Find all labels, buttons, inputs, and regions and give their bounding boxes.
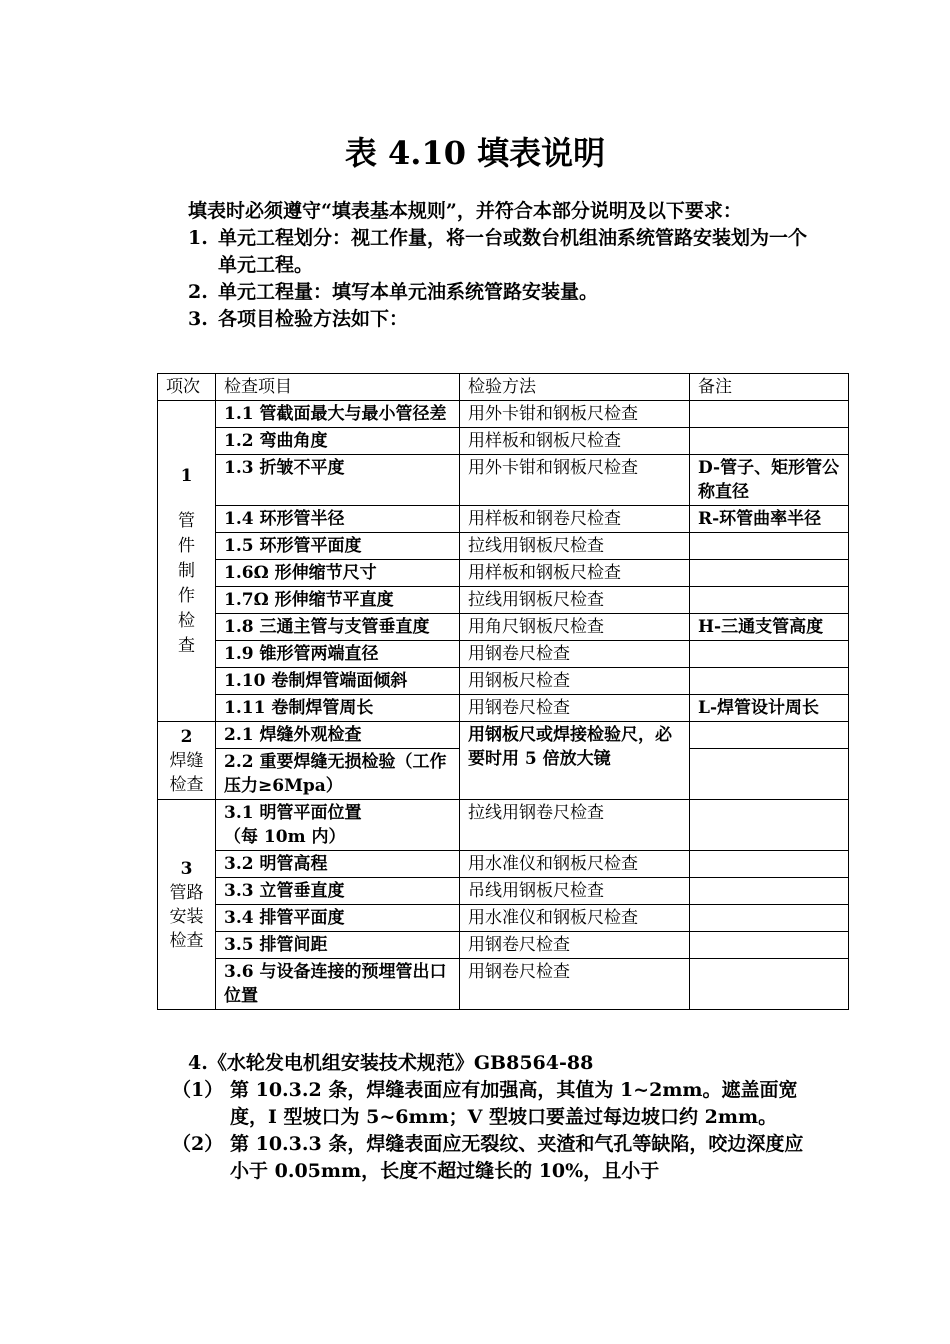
table-row (158, 800, 849, 851)
table-row (158, 428, 849, 455)
clause-text: 第 10.3.3 条，焊缝表面应无裂纹、夹渣和气孔等缺陷，咬边深度应小于 0.05mm，长度不超过缝长的 10%，且小于 (230, 1133, 804, 1182)
item-text: 单元工程划分：视工作量，将一台或数台机组油系统管路安装划为一个单元工程。 (218, 227, 808, 276)
item-cell: 2.2 重要焊缝无损检验（工作压力≥6Mpa） (216, 749, 460, 800)
table-row (158, 905, 849, 932)
item-subtext: （每 10m 内） (224, 827, 346, 847)
item-cell: 3.5 排管间距 (216, 932, 460, 959)
header-cell: 项次 (158, 374, 216, 401)
table-row (158, 614, 849, 641)
note-cell (690, 749, 849, 800)
item-cell: 1.10 卷制焊管端面倾斜 (216, 668, 460, 695)
intro-item (188, 306, 810, 333)
category-label: 焊缝检查 (169, 750, 204, 795)
category-label: 管路安装检查 (169, 882, 204, 951)
item-number: 1. (188, 227, 208, 249)
note-cell (690, 932, 849, 959)
item-cell: 3.6 与设备连接的预埋管出口位置 (216, 959, 460, 1010)
table-row (158, 533, 849, 560)
section-heading: 4.《水轮发电机组安装技术规范》GB8564-88 (188, 1052, 594, 1074)
category-number: 2 (180, 726, 193, 747)
method-cell: 用水准仪和钢板尺检查 (460, 851, 690, 878)
note-cell (690, 560, 849, 587)
note-cell: D-管子、矩形管公称直径 (690, 455, 849, 506)
clause-item (172, 1077, 810, 1131)
method-cell: 用钢卷尺检查 (460, 959, 690, 1010)
table-row (158, 560, 849, 587)
item-cell (216, 800, 460, 851)
item-cell: 1.8 三通主管与支管垂直度 (216, 614, 460, 641)
item-cell: 1.3 折皱不平度 (216, 455, 460, 506)
table-row (158, 401, 849, 428)
inspection-table (157, 373, 849, 1010)
method-cell: 用钢板尺或焊接检验尺，必要时用 5 倍放大镜 (460, 722, 690, 800)
note-cell (690, 800, 849, 851)
item-number: 2. (188, 281, 208, 303)
note-cell (690, 878, 849, 905)
method-cell: 用样板和钢板尺检查 (460, 428, 690, 455)
method-cell: 用水准仪和钢板尺检查 (460, 905, 690, 932)
table-row (158, 641, 849, 668)
category-number: 1 (180, 465, 193, 486)
table-row (158, 722, 849, 749)
method-cell: 拉线用钢板尺检查 (460, 587, 690, 614)
note-cell: R-环管曲率半径 (690, 506, 849, 533)
method-cell: 用角尺钢板尺检查 (460, 614, 690, 641)
note-cell (690, 851, 849, 878)
method-cell: 用钢板尺检查 (460, 668, 690, 695)
item-cell: 1.9 锥形管两端直径 (216, 641, 460, 668)
method-cell: 用钢卷尺检查 (460, 695, 690, 722)
clause-text: 第 10.3.2 条，焊缝表面应有加强高，其值为 1~2mm。遮盖面宽度，I 型坡口为 5~6mm；V 型坡口要盖过每边坡口约 2mm。 (230, 1079, 798, 1128)
category-cell (158, 722, 216, 800)
category-label: 管件制作检查 (178, 510, 195, 656)
method-cell: 用外卡钳和钢板尺检查 (460, 455, 690, 506)
header-cell: 备注 (690, 374, 849, 401)
note-cell (690, 533, 849, 560)
gb-standard-section (172, 1050, 810, 1185)
method-cell: 用样板和钢板尺检查 (460, 560, 690, 587)
clause-number: （1） (172, 1079, 224, 1101)
item-text: 3.1 明管平面位置 (224, 803, 362, 823)
item-cell: 2.1 焊缝外观检查 (216, 722, 460, 749)
note-cell (690, 905, 849, 932)
note-cell (690, 722, 849, 749)
note-cell (690, 587, 849, 614)
note-cell (690, 401, 849, 428)
method-cell: 用样板和钢卷尺检查 (460, 506, 690, 533)
item-cell: 1.5 环形管平面度 (216, 533, 460, 560)
category-cell (158, 401, 216, 722)
clause-item (172, 1131, 810, 1185)
table-row (158, 506, 849, 533)
item-cell: 1.2 弯曲角度 (216, 428, 460, 455)
table-row (158, 587, 849, 614)
method-cell: 用钢卷尺检查 (460, 932, 690, 959)
item-cell: 3.4 排管平面度 (216, 905, 460, 932)
note-cell (690, 428, 849, 455)
item-cell: 1.11 卷制焊管周长 (216, 695, 460, 722)
header-cell: 检查项目 (216, 374, 460, 401)
note-cell: L-焊管设计周长 (690, 695, 849, 722)
table-header-row (158, 374, 849, 401)
method-cell: 吊线用钢板尺检查 (460, 878, 690, 905)
note-cell: H-三通支管高度 (690, 614, 849, 641)
item-cell: 1.7Ω 形伸缩节平直度 (216, 587, 460, 614)
item-cell: 1.6Ω 形伸缩节尺寸 (216, 560, 460, 587)
table-row (158, 695, 849, 722)
method-cell: 拉线用钢卷尺检查 (460, 800, 690, 851)
table-row (158, 932, 849, 959)
intro-item (188, 279, 810, 306)
page-title: 表 4.10 填表说明 (344, 134, 606, 172)
header-cell: 检验方法 (460, 374, 690, 401)
intro-lead: 填表时必须遵守“填表基本规则”，并符合本部分说明及以下要求： (188, 200, 742, 222)
item-text: 各项目检验方法如下： (218, 308, 409, 330)
item-cell: 1.4 环形管半径 (216, 506, 460, 533)
table-row (158, 959, 849, 1010)
method-cell: 用钢卷尺检查 (460, 641, 690, 668)
item-cell: 1.1 管截面最大与最小管径差 (216, 401, 460, 428)
intro-item (188, 225, 810, 279)
table-row (158, 878, 849, 905)
item-number: 3. (188, 308, 208, 330)
method-cell: 用外卡钳和钢板尺检查 (460, 401, 690, 428)
intro-section (188, 198, 810, 333)
note-cell (690, 959, 849, 1010)
item-text: 单元工程量：填写本单元油系统管路安装量。 (218, 281, 599, 303)
item-cell: 3.3 立管垂直度 (216, 878, 460, 905)
clause-number: （2） (172, 1133, 224, 1155)
category-number: 3 (180, 858, 193, 879)
table-row (158, 668, 849, 695)
category-cell (158, 800, 216, 1010)
note-cell (690, 668, 849, 695)
method-cell: 拉线用钢板尺检查 (460, 533, 690, 560)
note-cell (690, 641, 849, 668)
item-cell: 3.2 明管高程 (216, 851, 460, 878)
table-row (158, 455, 849, 506)
table-row (158, 851, 849, 878)
